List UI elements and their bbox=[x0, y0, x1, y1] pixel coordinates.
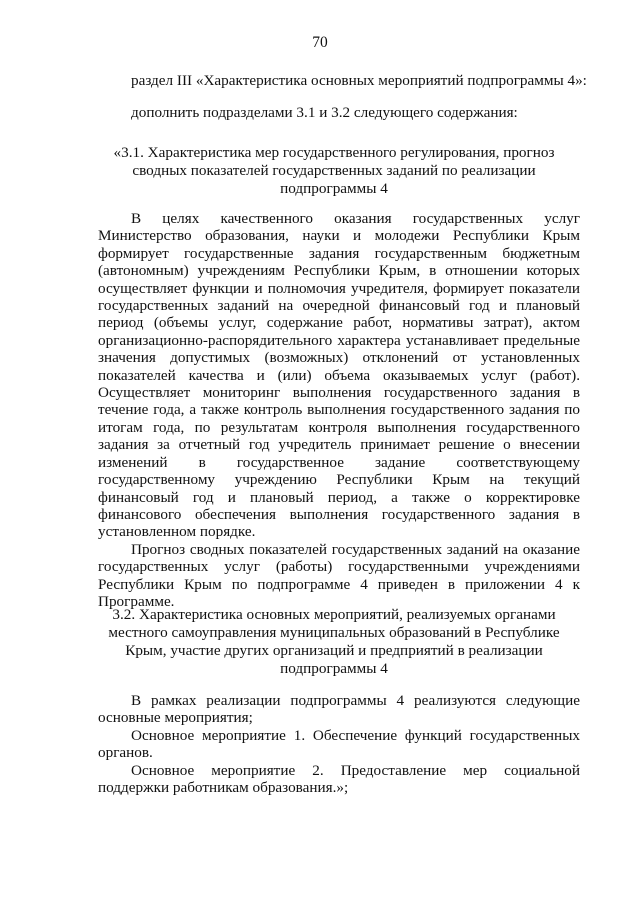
section-3-2-heading-text: 3.2. Характеристика основных мероприятий, реализуемых органами местного самоуправления муниципальных образований в Республике Крым, участие других организаций и предприятий в реализации подпрограммы 4 bbox=[108, 606, 560, 677]
section-3-2-paragraph-3: Основное мероприятие 2. Предоставление мер социальной поддержки работникам образования.»; bbox=[98, 761, 580, 797]
section-3-2-body bbox=[98, 692, 580, 796]
section-3-1-paragraph-1: В целях качественного оказания государственных услуг Министерство образования, науки и молодежи Республики Крым формирует государственные задания государственным бюджетным (автономным) учреждениям Республики Крым, в отношении которых осуществляет функции и полномочия учредителя, формирует показатели государственных заданий на очередной финансовый год и плановый период (объемы услуг, содержание работ, нормативы затрат), актом организационно-распорядительного характера устанавливает предельные значения допустимых (возможных) отклонений от установленных показателей качества и (или) объема оказываемых услуг (работ). Осуществляет мониторинг выполнения государственного задания в течение года, а также контроль выполнения государственного задания по итогам года, по результатам контроля выполнения государственного задания за отчетный год учредитель принимает решение о внесении изменений в государственное задание соответствующему государственному учреждению Республики Крым на текущий финансовый год и плановый период, а также о корректировке финансового обеспечения выполнения государственного задания в установленном порядке. bbox=[98, 210, 580, 541]
section-3-1-paragraph-2: Прогноз сводных показателей государственных заданий на оказание государственных услуг (работы) государственными учреждениями Республики Крым по подпрограмме 4 приведен в приложении 4 к Программе. bbox=[98, 540, 580, 610]
intro-line-section: раздел III «Характеристика основных мероприятий подпрограммы 4»: bbox=[131, 72, 587, 89]
page-number: 70 bbox=[312, 34, 328, 51]
section-3-2-paragraph-2: Основное мероприятие 1. Обеспечение функций государственных органов. bbox=[98, 726, 580, 762]
intro-line-addition: дополнить подразделами 3.1 и 3.2 следующего содержания: bbox=[131, 104, 518, 121]
section-3-1-heading bbox=[86, 144, 582, 198]
section-3-2-paragraph-1: В рамках реализации подпрограммы 4 реализуются следующие основные мероприятия; bbox=[98, 692, 580, 727]
section-3-2-heading bbox=[86, 606, 582, 678]
section-3-1-heading-text: «3.1. Характеристика мер государственного регулирования, прогноз сводных показателей государственных заданий по реализации подпрограммы 4 bbox=[113, 144, 555, 197]
section-3-1-body bbox=[98, 210, 580, 610]
